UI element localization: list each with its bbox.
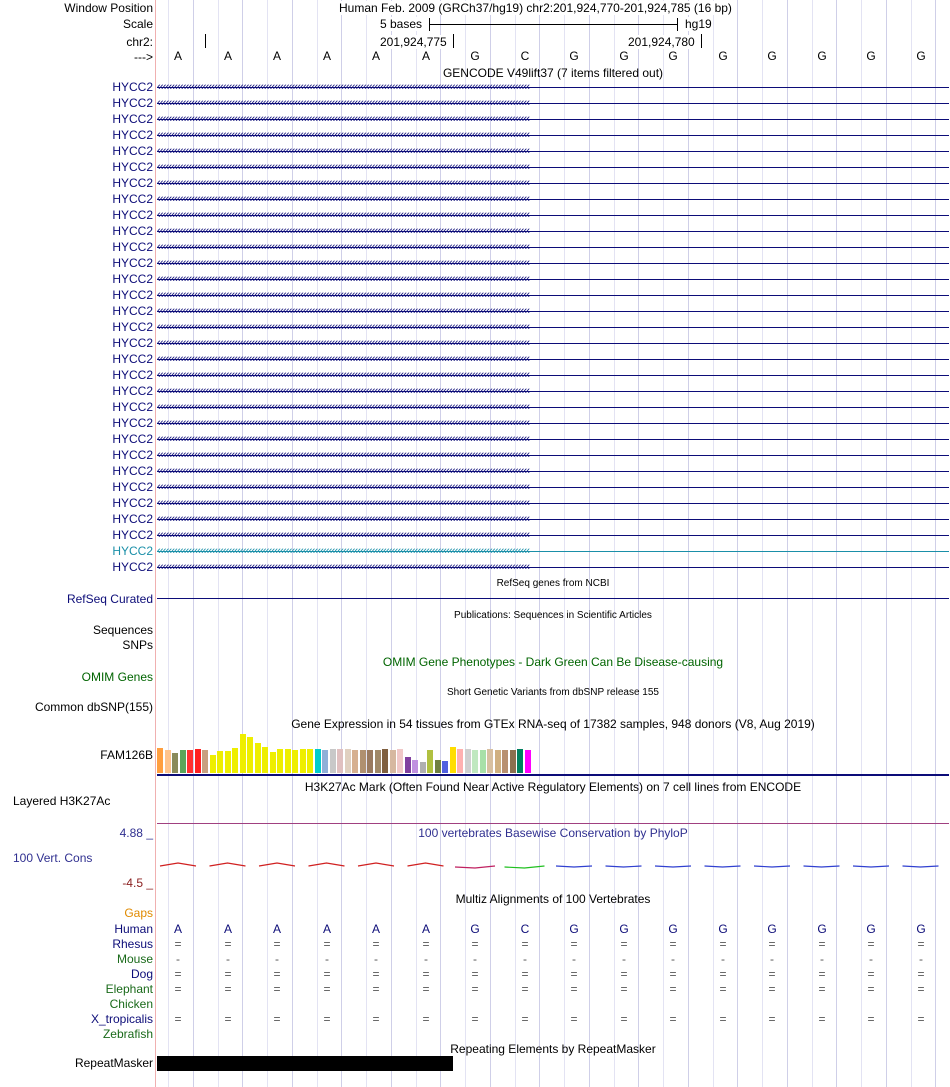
multiz-alignment-char: =: [570, 982, 578, 996]
phylop-track-label[interactable]: 100 Vert. Cons: [13, 851, 93, 865]
multiz-alignment-char: =: [719, 1012, 727, 1026]
phylop-max-label: 4.88 _: [119, 826, 153, 840]
gencode-strand-arrows: ‹‹‹‹‹‹‹‹‹‹‹‹‹‹‹‹‹‹‹‹‹‹‹‹‹‹‹‹‹‹‹‹‹‹‹‹‹‹‹‹‹‹‹‹‹‹‹‹‹‹‹‹‹‹‹‹‹‹‹‹‹‹‹‹‹‹‹‹‹‹‹‹‹‹‹‹‹‹‹‹‹‹‹‹‹‹‹‹‹‹‹‹‹‹‹‹‹‹‹‹‹‹‹‹‹‹‹‹‹‹‹‹‹‹‹‹‹‹‹‹‹‹‹‹‹‹‹‹‹‹: [157, 225, 530, 237]
multiz-alignment-char: -: [671, 952, 675, 966]
multiz-alignment-char: =: [273, 982, 281, 996]
phylop-score-mark: [705, 866, 741, 867]
multiz-alignment-char: G: [817, 922, 827, 936]
gencode-transcript-label[interactable]: HYCC2: [112, 288, 153, 302]
multiz-alignment-char: -: [176, 952, 180, 966]
multiz-alignment-char: =: [471, 967, 479, 981]
gencode-transcript-label[interactable]: HYCC2: [112, 544, 153, 558]
gencode-transcript-label[interactable]: HYCC2: [112, 304, 153, 318]
gencode-transcript-label[interactable]: HYCC2: [112, 464, 153, 478]
multiz-alignment-char: =: [620, 1012, 628, 1026]
multiz-alignment-char: =: [323, 937, 331, 951]
multiz-alignment-char: =: [372, 1012, 380, 1026]
multiz-alignment-char: =: [867, 937, 875, 951]
scale-label: Scale: [122, 17, 153, 31]
gencode-strand-arrows: ‹‹‹‹‹‹‹‹‹‹‹‹‹‹‹‹‹‹‹‹‹‹‹‹‹‹‹‹‹‹‹‹‹‹‹‹‹‹‹‹‹‹‹‹‹‹‹‹‹‹‹‹‹‹‹‹‹‹‹‹‹‹‹‹‹‹‹‹‹‹‹‹‹‹‹‹‹‹‹‹‹‹‹‹‹‹‹‹‹‹‹‹‹‹‹‹‹‹‹‹‹‹‹‹‹‹‹‹‹‹‹‹‹‹‹‹‹‹‹‹‹‹‹‹‹‹‹‹‹‹: [157, 401, 530, 413]
phylop-score-mark: [358, 863, 394, 866]
publications-snps-label[interactable]: SNPs: [122, 638, 153, 652]
repeatmasker-track-label[interactable]: RepeatMasker: [74, 1056, 153, 1070]
gencode-strand-arrows: ‹‹‹‹‹‹‹‹‹‹‹‹‹‹‹‹‹‹‹‹‹‹‹‹‹‹‹‹‹‹‹‹‹‹‹‹‹‹‹‹‹‹‹‹‹‹‹‹‹‹‹‹‹‹‹‹‹‹‹‹‹‹‹‹‹‹‹‹‹‹‹‹‹‹‹‹‹‹‹‹‹‹‹‹‹‹‹‹‹‹‹‹‹‹‹‹‹‹‹‹‹‹‹‹‹‹‹‹‹‹‹‹‹‹‹‹‹‹‹‹‹‹‹‹‹‹‹‹‹‹: [157, 481, 530, 493]
chrom-label: chr2:: [126, 35, 153, 49]
multiz-alignment-char: =: [867, 967, 875, 981]
multiz-alignment-char: A: [322, 922, 331, 936]
multiz-track-title: Multiz Alignments of 100 Vertebrates: [455, 892, 651, 906]
phylop-score-mark: [804, 866, 840, 867]
gencode-strand-arrows: ‹‹‹‹‹‹‹‹‹‹‹‹‹‹‹‹‹‹‹‹‹‹‹‹‹‹‹‹‹‹‹‹‹‹‹‹‹‹‹‹‹‹‹‹‹‹‹‹‹‹‹‹‹‹‹‹‹‹‹‹‹‹‹‹‹‹‹‹‹‹‹‹‹‹‹‹‹‹‹‹‹‹‹‹‹‹‹‹‹‹‹‹‹‹‹‹‹‹‹‹‹‹‹‹‹‹‹‹‹‹‹‹‹‹‹‹‹‹‹‹‹‹‹‹‹‹‹‹‹‹: [157, 289, 530, 301]
base-letter: G: [619, 49, 629, 63]
gtex-gene-label[interactable]: FAM126B: [100, 748, 153, 762]
gencode-transcript-label[interactable]: HYCC2: [112, 240, 153, 254]
gencode-transcript-label[interactable]: HYCC2: [112, 432, 153, 446]
refseq-track-title: RefSeq genes from NCBI: [496, 578, 610, 589]
gencode-transcript-label[interactable]: HYCC2: [112, 176, 153, 190]
multiz-alignment-char: G: [470, 922, 480, 936]
h3k27ac-track-title: H3K27Ac Mark (Often Found Near Active Regulatory Elements) on 7 cell lines from ENCODE: [304, 780, 802, 794]
multiz-alignment-char: G: [767, 922, 777, 936]
multiz-alignment-char: =: [273, 1012, 281, 1026]
phylop-score-mark: [455, 866, 495, 868]
multiz-alignment-char: =: [471, 937, 479, 951]
multiz-species-label[interactable]: X_tropicalis: [90, 1012, 153, 1026]
multiz-alignment-char: G: [718, 922, 728, 936]
refseq-track-label[interactable]: RefSeq Curated: [66, 592, 153, 606]
gencode-strand-arrows: ‹‹‹‹‹‹‹‹‹‹‹‹‹‹‹‹‹‹‹‹‹‹‹‹‹‹‹‹‹‹‹‹‹‹‹‹‹‹‹‹‹‹‹‹‹‹‹‹‹‹‹‹‹‹‹‹‹‹‹‹‹‹‹‹‹‹‹‹‹‹‹‹‹‹‹‹‹‹‹‹‹‹‹‹‹‹‹‹‹‹‹‹‹‹‹‹‹‹‹‹‹‹‹‹‹‹‹‹‹‹‹‹‹‹‹‹‹‹‹‹‹‹‹‹‹‹‹‹‹‹: [157, 193, 530, 205]
multiz-alignment-char: =: [669, 937, 677, 951]
multiz-alignment-char: =: [818, 1012, 826, 1026]
gencode-transcript-label[interactable]: HYCC2: [112, 208, 153, 222]
gencode-transcript-label[interactable]: HYCC2: [112, 224, 153, 238]
omim-track-label[interactable]: OMIM Genes: [81, 670, 153, 684]
multiz-alignment-char: =: [719, 937, 727, 951]
window-position-label: Window Position: [64, 1, 153, 15]
gencode-transcript-label[interactable]: HYCC2: [112, 400, 153, 414]
multiz-alignment-char: =: [620, 967, 628, 981]
base-letter: G: [866, 49, 876, 63]
multiz-alignment-char: =: [323, 1012, 331, 1026]
base-letter: G: [718, 49, 728, 63]
multiz-species-label[interactable]: Mouse: [116, 952, 153, 966]
base-letter: G: [767, 49, 777, 63]
multiz-alignment-char: G: [668, 922, 678, 936]
multiz-alignment-char: =: [867, 1012, 875, 1026]
base-letter: A: [421, 49, 430, 63]
gencode-strand-arrows: ‹‹‹‹‹‹‹‹‹‹‹‹‹‹‹‹‹‹‹‹‹‹‹‹‹‹‹‹‹‹‹‹‹‹‹‹‹‹‹‹‹‹‹‹‹‹‹‹‹‹‹‹‹‹‹‹‹‹‹‹‹‹‹‹‹‹‹‹‹‹‹‹‹‹‹‹‹‹‹‹‹‹‹‹‹‹‹‹‹‹‹‹‹‹‹‹‹‹‹‹‹‹‹‹‹‹‹‹‹‹‹‹‹‹‹‹‹‹‹‹‹‹‹‹‹‹‹‹‹‹: [157, 145, 530, 157]
gtex-track-title: Gene Expression in 54 tissues from GTEx RNA-seq of 17382 samples, 948 donors (V8, Aug 2019): [291, 717, 815, 731]
base-letter: A: [173, 49, 182, 63]
gencode-strand-arrows: ‹‹‹‹‹‹‹‹‹‹‹‹‹‹‹‹‹‹‹‹‹‹‹‹‹‹‹‹‹‹‹‹‹‹‹‹‹‹‹‹‹‹‹‹‹‹‹‹‹‹‹‹‹‹‹‹‹‹‹‹‹‹‹‹‹‹‹‹‹‹‹‹‹‹‹‹‹‹‹‹‹‹‹‹‹‹‹‹‹‹‹‹‹‹‹‹‹‹‹‹‹‹‹‹‹‹‹‹‹‹‹‹‹‹‹‹‹‹‹‹‹‹‹‹‹‹‹‹‹‹: [157, 81, 530, 93]
multiz-alignment-char: =: [174, 982, 182, 996]
gencode-strand-arrows: ‹‹‹‹‹‹‹‹‹‹‹‹‹‹‹‹‹‹‹‹‹‹‹‹‹‹‹‹‹‹‹‹‹‹‹‹‹‹‹‹‹‹‹‹‹‹‹‹‹‹‹‹‹‹‹‹‹‹‹‹‹‹‹‹‹‹‹‹‹‹‹‹‹‹‹‹‹‹‹‹‹‹‹‹‹‹‹‹‹‹‹‹‹‹‹‹‹‹‹‹‹‹‹‹‹‹‹‹‹‹‹‹‹‹‹‹‹‹‹‹‹‹‹‹‹‹‹‹‹‹: [157, 305, 530, 317]
gencode-transcript-label[interactable]: HYCC2: [112, 336, 153, 350]
base-letter: G: [916, 49, 926, 63]
phylop-score-mark: [655, 866, 691, 867]
multiz-alignment-char: -: [770, 952, 774, 966]
multiz-alignment-char: =: [768, 937, 776, 951]
phylop-score-mark: [505, 866, 545, 868]
multiz-alignment-char: -: [820, 952, 824, 966]
gencode-strand-arrows: ‹‹‹‹‹‹‹‹‹‹‹‹‹‹‹‹‹‹‹‹‹‹‹‹‹‹‹‹‹‹‹‹‹‹‹‹‹‹‹‹‹‹‹‹‹‹‹‹‹‹‹‹‹‹‹‹‹‹‹‹‹‹‹‹‹‹‹‹‹‹‹‹‹‹‹‹‹‹‹‹‹‹‹‹‹‹‹‹‹‹‹‹‹‹‹‹‹‹‹‹‹‹‹‹‹‹‹‹‹‹‹‹‹‹‹‹‹‹‹‹‹‹‹‹‹‹‹‹‹‹: [157, 513, 530, 525]
multiz-alignment-char: =: [917, 937, 925, 951]
position-label-2: 201,924,780: [628, 35, 695, 49]
multiz-alignment-char: -: [374, 952, 378, 966]
multiz-alignment-char: =: [323, 967, 331, 981]
gencode-strand-arrows: ‹‹‹‹‹‹‹‹‹‹‹‹‹‹‹‹‹‹‹‹‹‹‹‹‹‹‹‹‹‹‹‹‹‹‹‹‹‹‹‹‹‹‹‹‹‹‹‹‹‹‹‹‹‹‹‹‹‹‹‹‹‹‹‹‹‹‹‹‹‹‹‹‹‹‹‹‹‹‹‹‹‹‹‹‹‹‹‹‹‹‹‹‹‹‹‹‹‹‹‹‹‹‹‹‹‹‹‹‹‹‹‹‹‹‹‹‹‹‹‹‹‹‹‹‹‹‹‹‹‹: [157, 465, 530, 477]
multiz-alignment-char: -: [622, 952, 626, 966]
multiz-alignment-char: =: [521, 982, 529, 996]
multiz-species-label[interactable]: Dog: [130, 967, 153, 981]
scale-text: 5 bases: [380, 17, 423, 31]
gencode-transcript-label[interactable]: HYCC2: [112, 448, 153, 462]
gencode-transcript-label[interactable]: HYCC2: [112, 528, 153, 542]
multiz-alignment-char: =: [818, 967, 826, 981]
multiz-alignment-char: =: [372, 982, 380, 996]
strand-label: --->: [134, 50, 153, 64]
scale-db: hg19: [685, 17, 712, 31]
base-letter: G: [668, 49, 678, 63]
multiz-alignment-char: =: [422, 937, 430, 951]
multiz-alignment-char: G: [569, 922, 579, 936]
multiz-alignment-char: -: [721, 952, 725, 966]
multiz-alignment-char: =: [224, 1012, 232, 1026]
multiz-species-label[interactable]: Rhesus: [112, 937, 153, 951]
multiz-alignment-char: =: [521, 967, 529, 981]
phylop-score-mark: [259, 863, 295, 866]
repeatmasker-track-title: Repeating Elements by RepeatMasker: [450, 1042, 656, 1056]
multiz-alignment-char: -: [226, 952, 230, 966]
phylop-score-mark: [903, 866, 939, 867]
gencode-transcript-label[interactable]: HYCC2: [112, 160, 153, 174]
gencode-strand-arrows: ‹‹‹‹‹‹‹‹‹‹‹‹‹‹‹‹‹‹‹‹‹‹‹‹‹‹‹‹‹‹‹‹‹‹‹‹‹‹‹‹‹‹‹‹‹‹‹‹‹‹‹‹‹‹‹‹‹‹‹‹‹‹‹‹‹‹‹‹‹‹‹‹‹‹‹‹‹‹‹‹‹‹‹‹‹‹‹‹‹‹‹‹‹‹‹‹‹‹‹‹‹‹‹‹‹‹‹‹‹‹‹‹‹‹‹‹‹‹‹‹‹‹‹‹‹‹‹‹‹‹: [157, 385, 530, 397]
multiz-alignment-char: A: [272, 922, 281, 936]
multiz-species-label[interactable]: Human: [114, 922, 153, 936]
multiz-alignment-char: -: [325, 952, 329, 966]
multiz-alignment-char: =: [521, 1012, 529, 1026]
phylop-score-mark: [408, 863, 444, 866]
gencode-transcript-label[interactable]: HYCC2: [112, 512, 153, 526]
dbsnp-track-title: Short Genetic Variants from dbSNP release 155: [447, 687, 659, 698]
publications-sequences-label[interactable]: Sequences: [92, 623, 153, 637]
gencode-transcript-label[interactable]: HYCC2: [112, 80, 153, 94]
assembly-position-text: Human Feb. 2009 (GRCh37/hg19) chr2:201,924,770-201,924,785 (16 bp): [339, 1, 732, 15]
base-letter: A: [322, 49, 331, 63]
multiz-alignment-char: =: [669, 982, 677, 996]
base-letter: G: [470, 49, 480, 63]
multiz-alignment-char: -: [275, 952, 279, 966]
gencode-strand-arrows: ‹‹‹‹‹‹‹‹‹‹‹‹‹‹‹‹‹‹‹‹‹‹‹‹‹‹‹‹‹‹‹‹‹‹‹‹‹‹‹‹‹‹‹‹‹‹‹‹‹‹‹‹‹‹‹‹‹‹‹‹‹‹‹‹‹‹‹‹‹‹‹‹‹‹‹‹‹‹‹‹‹‹‹‹‹‹‹‹‹‹‹‹‹‹‹‹‹‹‹‹‹‹‹‹‹‹‹‹‹‹‹‹‹‹‹‹‹‹‹‹‹‹‹‹‹‹‹‹‹‹: [157, 241, 530, 253]
gencode-strand-arrows: ‹‹‹‹‹‹‹‹‹‹‹‹‹‹‹‹‹‹‹‹‹‹‹‹‹‹‹‹‹‹‹‹‹‹‹‹‹‹‹‹‹‹‹‹‹‹‹‹‹‹‹‹‹‹‹‹‹‹‹‹‹‹‹‹‹‹‹‹‹‹‹‹‹‹‹‹‹‹‹‹‹‹‹‹‹‹‹‹‹‹‹‹‹‹‹‹‹‹‹‹‹‹‹‹‹‹‹‹‹‹‹‹‹‹‹‹‹‹‹‹‹‹‹‹‹‹‹‹‹‹: [157, 161, 530, 173]
multiz-alignment-char: =: [422, 1012, 430, 1026]
multiz-alignment-char: =: [521, 937, 529, 951]
repeat-element-block[interactable]: [157, 1056, 453, 1071]
phylop-score-mark: [210, 863, 246, 866]
multiz-alignment-char: =: [422, 967, 430, 981]
gencode-transcript-label[interactable]: HYCC2: [112, 384, 153, 398]
multiz-alignment-char: =: [917, 967, 925, 981]
multiz-alignment-char: =: [224, 982, 232, 996]
gencode-transcript-label[interactable]: HYCC2: [112, 112, 153, 126]
gencode-strand-arrows: ‹‹‹‹‹‹‹‹‹‹‹‹‹‹‹‹‹‹‹‹‹‹‹‹‹‹‹‹‹‹‹‹‹‹‹‹‹‹‹‹‹‹‹‹‹‹‹‹‹‹‹‹‹‹‹‹‹‹‹‹‹‹‹‹‹‹‹‹‹‹‹‹‹‹‹‹‹‹‹‹‹‹‹‹‹‹‹‹‹‹‹‹‹‹‹‹‹‹‹‹‹‹‹‹‹‹‹‹‹‹‹‹‹‹‹‹‹‹‹‹‹‹‹‹‹‹‹‹‹‹: [157, 497, 530, 509]
gencode-strand-arrows: ‹‹‹‹‹‹‹‹‹‹‹‹‹‹‹‹‹‹‹‹‹‹‹‹‹‹‹‹‹‹‹‹‹‹‹‹‹‹‹‹‹‹‹‹‹‹‹‹‹‹‹‹‹‹‹‹‹‹‹‹‹‹‹‹‹‹‹‹‹‹‹‹‹‹‹‹‹‹‹‹‹‹‹‹‹‹‹‹‹‹‹‹‹‹‹‹‹‹‹‹‹‹‹‹‹‹‹‹‹‹‹‹‹‹‹‹‹‹‹‹‹‹‹‹‹‹‹‹‹‹: [157, 561, 530, 573]
multiz-alignment-char: =: [471, 1012, 479, 1026]
gencode-transcript-label[interactable]: HYCC2: [112, 272, 153, 286]
gencode-transcript-label[interactable]: HYCC2: [112, 192, 153, 206]
gencode-strand-arrows: ‹‹‹‹‹‹‹‹‹‹‹‹‹‹‹‹‹‹‹‹‹‹‹‹‹‹‹‹‹‹‹‹‹‹‹‹‹‹‹‹‹‹‹‹‹‹‹‹‹‹‹‹‹‹‹‹‹‹‹‹‹‹‹‹‹‹‹‹‹‹‹‹‹‹‹‹‹‹‹‹‹‹‹‹‹‹‹‹‹‹‹‹‹‹‹‹‹‹‹‹‹‹‹‹‹‹‹‹‹‹‹‹‹‹‹‹‹‹‹‹‹‹‹‹‹‹‹‹‹‹: [157, 257, 530, 269]
phylop-score-mark: [754, 866, 790, 867]
phylop-score-mark: [606, 866, 642, 867]
gencode-transcript-label[interactable]: HYCC2: [112, 144, 153, 158]
dbsnp-track-label[interactable]: Common dbSNP(155): [34, 700, 153, 714]
multiz-alignment-char: A: [371, 922, 380, 936]
gencode-strand-arrows: ‹‹‹‹‹‹‹‹‹‹‹‹‹‹‹‹‹‹‹‹‹‹‹‹‹‹‹‹‹‹‹‹‹‹‹‹‹‹‹‹‹‹‹‹‹‹‹‹‹‹‹‹‹‹‹‹‹‹‹‹‹‹‹‹‹‹‹‹‹‹‹‹‹‹‹‹‹‹‹‹‹‹‹‹‹‹‹‹‹‹‹‹‹‹‹‹‹‹‹‹‹‹‹‹‹‹‹‹‹‹‹‹‹‹‹‹‹‹‹‹‹‹‹‹‹‹‹‹‹‹: [157, 417, 530, 429]
phylop-score-mark: [853, 866, 889, 867]
multiz-alignment-char: =: [570, 937, 578, 951]
gencode-strand-arrows: ‹‹‹‹‹‹‹‹‹‹‹‹‹‹‹‹‹‹‹‹‹‹‹‹‹‹‹‹‹‹‹‹‹‹‹‹‹‹‹‹‹‹‹‹‹‹‹‹‹‹‹‹‹‹‹‹‹‹‹‹‹‹‹‹‹‹‹‹‹‹‹‹‹‹‹‹‹‹‹‹‹‹‹‹‹‹‹‹‹‹‹‹‹‹‹‹‹‹‹‹‹‹‹‹‹‹‹‹‹‹‹‹‹‹‹‹‹‹‹‹‹‹‹‹‹‹‹‹‹‹: [157, 369, 530, 381]
gencode-transcript-label[interactable]: HYCC2: [112, 352, 153, 366]
multiz-alignment-char: =: [570, 967, 578, 981]
base-letter: G: [569, 49, 579, 63]
multiz-alignment-char: -: [869, 952, 873, 966]
gencode-transcript-label[interactable]: HYCC2: [112, 416, 153, 430]
multiz-alignment-char: =: [818, 937, 826, 951]
base-letter: C: [520, 49, 530, 63]
gencode-transcript-label[interactable]: HYCC2: [112, 480, 153, 494]
gencode-strand-arrows: ‹‹‹‹‹‹‹‹‹‹‹‹‹‹‹‹‹‹‹‹‹‹‹‹‹‹‹‹‹‹‹‹‹‹‹‹‹‹‹‹‹‹‹‹‹‹‹‹‹‹‹‹‹‹‹‹‹‹‹‹‹‹‹‹‹‹‹‹‹‹‹‹‹‹‹‹‹‹‹‹‹‹‹‹‹‹‹‹‹‹‹‹‹‹‹‹‹‹‹‹‹‹‹‹‹‹‹‹‹‹‹‹‹‹‹‹‹‹‹‹‹‹‹‹‹‹‹‹‹‹: [157, 209, 530, 221]
multiz-alignment-char: =: [323, 982, 331, 996]
gencode-transcript-label[interactable]: HYCC2: [112, 368, 153, 382]
multiz-alignment-char: =: [917, 982, 925, 996]
multiz-alignment-char: =: [620, 937, 628, 951]
multiz-species-label[interactable]: Zebrafish: [102, 1027, 153, 1041]
multiz-species-label[interactable]: Elephant: [105, 982, 153, 996]
multiz-alignment-char: =: [372, 937, 380, 951]
multiz-alignment-char: G: [916, 922, 926, 936]
multiz-alignment-char: =: [273, 937, 281, 951]
phylop-min-label: -4.5 _: [122, 876, 153, 890]
gencode-strand-arrows: ‹‹‹‹‹‹‹‹‹‹‹‹‹‹‹‹‹‹‹‹‹‹‹‹‹‹‹‹‹‹‹‹‹‹‹‹‹‹‹‹‹‹‹‹‹‹‹‹‹‹‹‹‹‹‹‹‹‹‹‹‹‹‹‹‹‹‹‹‹‹‹‹‹‹‹‹‹‹‹‹‹‹‹‹‹‹‹‹‹‹‹‹‹‹‹‹‹‹‹‹‹‹‹‹‹‹‹‹‹‹‹‹‹‹‹‹‹‹‹‹‹‹‹‹‹‹‹‹‹‹: [157, 337, 530, 349]
gencode-strand-arrows: ‹‹‹‹‹‹‹‹‹‹‹‹‹‹‹‹‹‹‹‹‹‹‹‹‹‹‹‹‹‹‹‹‹‹‹‹‹‹‹‹‹‹‹‹‹‹‹‹‹‹‹‹‹‹‹‹‹‹‹‹‹‹‹‹‹‹‹‹‹‹‹‹‹‹‹‹‹‹‹‹‹‹‹‹‹‹‹‹‹‹‹‹‹‹‹‹‹‹‹‹‹‹‹‹‹‹‹‹‹‹‹‹‹‹‹‹‹‹‹‹‹‹‹‹‹‹‹‹‹‹: [157, 273, 530, 285]
multiz-alignment-char: =: [273, 967, 281, 981]
multiz-alignment-char: =: [174, 1012, 182, 1026]
multiz-alignment-char: C: [520, 922, 530, 936]
multiz-alignment-char: A: [173, 922, 182, 936]
multiz-alignment-char: A: [223, 922, 232, 936]
gencode-transcript-label[interactable]: HYCC2: [112, 256, 153, 270]
base-letter: A: [272, 49, 281, 63]
multiz-alignment-char: -: [572, 952, 576, 966]
multiz-alignment-char: =: [620, 982, 628, 996]
gencode-strand-arrows: ‹‹‹‹‹‹‹‹‹‹‹‹‹‹‹‹‹‹‹‹‹‹‹‹‹‹‹‹‹‹‹‹‹‹‹‹‹‹‹‹‹‹‹‹‹‹‹‹‹‹‹‹‹‹‹‹‹‹‹‹‹‹‹‹‹‹‹‹‹‹‹‹‹‹‹‹‹‹‹‹‹‹‹‹‹‹‹‹‹‹‹‹‹‹‹‹‹‹‹‹‹‹‹‹‹‹‹‹‹‹‹‹‹‹‹‹‹‹‹‹‹‹‹‹‹‹‹‹‹‹: [157, 449, 530, 461]
multiz-alignment-char: =: [669, 967, 677, 981]
multiz-alignment-char: G: [619, 922, 629, 936]
base-letter: A: [371, 49, 380, 63]
multiz-alignment-char: -: [523, 952, 527, 966]
multiz-alignment-char: =: [372, 967, 380, 981]
gencode-transcript-label[interactable]: HYCC2: [112, 320, 153, 334]
position-label-1: 201,924,775: [380, 35, 447, 49]
multiz-alignment-char: =: [768, 1012, 776, 1026]
multiz-alignment-char: =: [471, 982, 479, 996]
gencode-track-title: GENCODE V49lift37 (7 items filtered out): [442, 66, 664, 80]
multiz-alignment-char: -: [919, 952, 923, 966]
multiz-alignment-char: =: [719, 967, 727, 981]
gencode-strand-arrows: ‹‹‹‹‹‹‹‹‹‹‹‹‹‹‹‹‹‹‹‹‹‹‹‹‹‹‹‹‹‹‹‹‹‹‹‹‹‹‹‹‹‹‹‹‹‹‹‹‹‹‹‹‹‹‹‹‹‹‹‹‹‹‹‹‹‹‹‹‹‹‹‹‹‹‹‹‹‹‹‹‹‹‹‹‹‹‹‹‹‹‹‹‹‹‹‹‹‹‹‹‹‹‹‹‹‹‹‹‹‹‹‹‹‹‹‹‹‹‹‹‹‹‹‹‹‹‹‹‹‹: [157, 353, 530, 365]
gencode-transcript-label[interactable]: HYCC2: [112, 96, 153, 110]
multiz-alignment-char: G: [866, 922, 876, 936]
gencode-transcript-label[interactable]: HYCC2: [112, 560, 153, 574]
gencode-strand-arrows: ‹‹‹‹‹‹‹‹‹‹‹‹‹‹‹‹‹‹‹‹‹‹‹‹‹‹‹‹‹‹‹‹‹‹‹‹‹‹‹‹‹‹‹‹‹‹‹‹‹‹‹‹‹‹‹‹‹‹‹‹‹‹‹‹‹‹‹‹‹‹‹‹‹‹‹‹‹‹‹‹‹‹‹‹‹‹‹‹‹‹‹‹‹‹‹‹‹‹‹‹‹‹‹‹‹‹‹‹‹‹‹‹‹‹‹‹‹‹‹‹‹‹‹‹‹‹‹‹‹‹: [157, 545, 530, 557]
multiz-alignment-char: =: [224, 967, 232, 981]
publications-track-title: Publications: Sequences in Scientific Articles: [454, 610, 652, 621]
multiz-alignment-char: -: [424, 952, 428, 966]
omim-track-title: OMIM Gene Phenotypes - Dark Green Can Be Disease-causing: [382, 655, 724, 669]
multiz-alignment-char: =: [422, 982, 430, 996]
multiz-alignment-char: =: [768, 982, 776, 996]
multiz-alignment-char: =: [719, 982, 727, 996]
multiz-species-label[interactable]: Chicken: [109, 997, 153, 1011]
multiz-alignment-char: =: [917, 1012, 925, 1026]
gencode-strand-arrows: ‹‹‹‹‹‹‹‹‹‹‹‹‹‹‹‹‹‹‹‹‹‹‹‹‹‹‹‹‹‹‹‹‹‹‹‹‹‹‹‹‹‹‹‹‹‹‹‹‹‹‹‹‹‹‹‹‹‹‹‹‹‹‹‹‹‹‹‹‹‹‹‹‹‹‹‹‹‹‹‹‹‹‹‹‹‹‹‹‹‹‹‹‹‹‹‹‹‹‹‹‹‹‹‹‹‹‹‹‹‹‹‹‹‹‹‹‹‹‹‹‹‹‹‹‹‹‹‹‹‹: [157, 529, 530, 541]
phylop-score-mark: [556, 866, 592, 867]
gencode-transcript-label[interactable]: HYCC2: [112, 496, 153, 510]
gencode-transcript-label[interactable]: HYCC2: [112, 128, 153, 142]
multiz-alignment-char: =: [867, 982, 875, 996]
phylop-score-mark: [309, 863, 345, 866]
base-letter: A: [223, 49, 232, 63]
gencode-strand-arrows: ‹‹‹‹‹‹‹‹‹‹‹‹‹‹‹‹‹‹‹‹‹‹‹‹‹‹‹‹‹‹‹‹‹‹‹‹‹‹‹‹‹‹‹‹‹‹‹‹‹‹‹‹‹‹‹‹‹‹‹‹‹‹‹‹‹‹‹‹‹‹‹‹‹‹‹‹‹‹‹‹‹‹‹‹‹‹‹‹‹‹‹‹‹‹‹‹‹‹‹‹‹‹‹‹‹‹‹‹‹‹‹‹‹‹‹‹‹‹‹‹‹‹‹‹‹‹‹‹‹‹: [157, 177, 530, 189]
base-letter: G: [817, 49, 827, 63]
multiz-alignment-char: =: [224, 937, 232, 951]
multiz-alignment-char: -: [473, 952, 477, 966]
multiz-alignment-char: =: [818, 982, 826, 996]
multiz-alignment-char: =: [669, 1012, 677, 1026]
multiz-alignment-char: =: [174, 937, 182, 951]
gencode-strand-arrows: ‹‹‹‹‹‹‹‹‹‹‹‹‹‹‹‹‹‹‹‹‹‹‹‹‹‹‹‹‹‹‹‹‹‹‹‹‹‹‹‹‹‹‹‹‹‹‹‹‹‹‹‹‹‹‹‹‹‹‹‹‹‹‹‹‹‹‹‹‹‹‹‹‹‹‹‹‹‹‹‹‹‹‹‹‹‹‹‹‹‹‹‹‹‹‹‹‹‹‹‹‹‹‹‹‹‹‹‹‹‹‹‹‹‹‹‹‹‹‹‹‹‹‹‹‹‹‹‹‹‹: [157, 321, 530, 333]
multiz-alignment-char: =: [174, 967, 182, 981]
gencode-strand-arrows: ‹‹‹‹‹‹‹‹‹‹‹‹‹‹‹‹‹‹‹‹‹‹‹‹‹‹‹‹‹‹‹‹‹‹‹‹‹‹‹‹‹‹‹‹‹‹‹‹‹‹‹‹‹‹‹‹‹‹‹‹‹‹‹‹‹‹‹‹‹‹‹‹‹‹‹‹‹‹‹‹‹‹‹‹‹‹‹‹‹‹‹‹‹‹‹‹‹‹‹‹‹‹‹‹‹‹‹‹‹‹‹‹‹‹‹‹‹‹‹‹‹‹‹‹‹‹‹‹‹‹: [157, 113, 530, 125]
h3k27ac-track-label[interactable]: Layered H3K27Ac: [13, 794, 111, 808]
gencode-strand-arrows: ‹‹‹‹‹‹‹‹‹‹‹‹‹‹‹‹‹‹‹‹‹‹‹‹‹‹‹‹‹‹‹‹‹‹‹‹‹‹‹‹‹‹‹‹‹‹‹‹‹‹‹‹‹‹‹‹‹‹‹‹‹‹‹‹‹‹‹‹‹‹‹‹‹‹‹‹‹‹‹‹‹‹‹‹‹‹‹‹‹‹‹‹‹‹‹‹‹‹‹‹‹‹‹‹‹‹‹‹‹‹‹‹‹‹‹‹‹‹‹‹‹‹‹‹‹‹‹‹‹‹: [157, 433, 530, 445]
gencode-strand-arrows: ‹‹‹‹‹‹‹‹‹‹‹‹‹‹‹‹‹‹‹‹‹‹‹‹‹‹‹‹‹‹‹‹‹‹‹‹‹‹‹‹‹‹‹‹‹‹‹‹‹‹‹‹‹‹‹‹‹‹‹‹‹‹‹‹‹‹‹‹‹‹‹‹‹‹‹‹‹‹‹‹‹‹‹‹‹‹‹‹‹‹‹‹‹‹‹‹‹‹‹‹‹‹‹‹‹‹‹‹‹‹‹‹‹‹‹‹‹‹‹‹‹‹‹‹‹‹‹‹‹‹: [157, 129, 530, 141]
phylop-track-title: 100 vertebrates Basewise Conservation by PhyloP: [418, 826, 688, 840]
gencode-strand-arrows: ‹‹‹‹‹‹‹‹‹‹‹‹‹‹‹‹‹‹‹‹‹‹‹‹‹‹‹‹‹‹‹‹‹‹‹‹‹‹‹‹‹‹‹‹‹‹‹‹‹‹‹‹‹‹‹‹‹‹‹‹‹‹‹‹‹‹‹‹‹‹‹‹‹‹‹‹‹‹‹‹‹‹‹‹‹‹‹‹‹‹‹‹‹‹‹‹‹‹‹‹‹‹‹‹‹‹‹‹‹‹‹‹‹‹‹‹‹‹‹‹‹‹‹‹‹‹‹‹‹‹: [157, 97, 530, 109]
multiz-alignment-char: =: [570, 1012, 578, 1026]
multiz-gaps-label: Gaps: [124, 906, 153, 920]
multiz-alignment-char: A: [421, 922, 430, 936]
multiz-alignment-char: =: [768, 967, 776, 981]
phylop-score-mark: [160, 863, 196, 866]
